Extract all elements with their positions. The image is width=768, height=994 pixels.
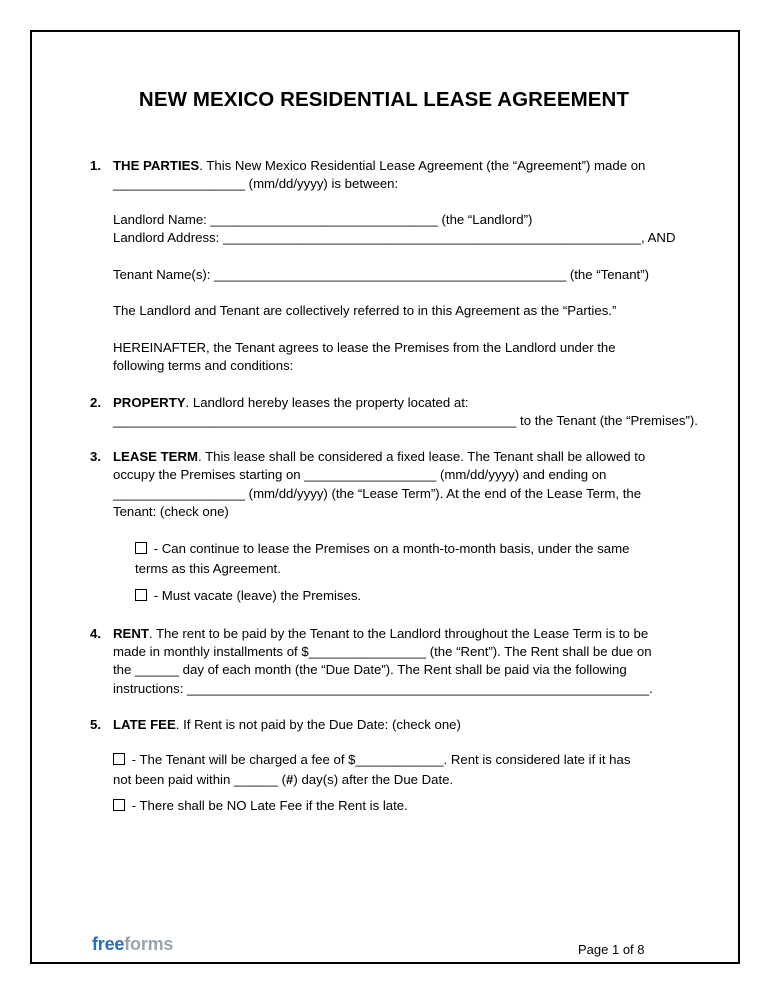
property-address-field[interactable]: _______________________________________________________ to the Tenant (the “Premises”). [113,413,698,428]
section-2-line-1: PROPERTY. Landlord hereby leases the property located at: [113,395,469,410]
section-2-number: 2. [90,395,101,410]
section-1-heading: THE PARTIES [113,158,200,173]
lease-option-month-to-month[interactable]: - Can continue to lease the Premises on a month-to-month basis, under the same [135,540,629,558]
checkbox-no-late-fee[interactable] [113,799,125,811]
checkbox-late-fee-charge[interactable] [113,753,125,765]
rent-amount-field[interactable]: made in monthly installments of $________________ (the “Rent”). The Rent shall be due on [113,644,652,659]
section-3-number: 3. [90,449,101,464]
section-5-number: 5. [90,717,101,732]
section-5-line-1: LATE FEE. If Rent is not paid by the Due Date: (check one) [113,717,461,732]
tenant-names-field[interactable]: Tenant Name(s): ________________________________________________ (the “Tenant”) [113,267,650,282]
checkbox-vacate[interactable] [135,589,147,601]
freeforms-logo: freeforms [92,934,174,954]
section-3-line-4: Tenant: (check one) [113,504,229,519]
lease-start-field[interactable]: occupy the Premises starting on __________________ (mm/dd/yyyy) and ending on [113,467,607,482]
parties-definition: The Landlord and Tenant are collectively referred to in this Agreement as the “Parties.” [113,303,617,318]
section-1-number: 1. [90,158,101,173]
section-4-number: 4. [90,626,101,641]
rent-due-day-field[interactable]: the ______ day of each month (the “Due Date”). The Rent shall be paid via the following [113,662,627,677]
page-number: Page 1 of 8 [578,942,645,957]
section-4-heading: RENT [113,626,149,641]
late-fee-option-charge-cont[interactable]: not been paid within ______ (#) day(s) after the Due Date. [113,772,454,787]
section-3-heading: LEASE TERM [113,449,198,464]
hereinafter-line-2: following terms and conditions: [113,358,294,373]
document-title: NEW MEXICO RESIDENTIAL LEASE AGREEMENT [138,88,630,111]
section-4-line-1: RENT. The rent to be paid by the Tenant to the Landlord throughout the Lease Term is to be [113,626,649,641]
lease-option-vacate[interactable]: - Must vacate (leave) the Premises. [135,587,361,605]
landlord-name-field[interactable]: Landlord Name: _______________________________ (the “Landlord”) [113,212,533,227]
rent-instructions-field[interactable]: instructions: _______________________________________________________________. [113,681,653,696]
section-5-heading: LATE FEE [113,717,176,732]
late-fee-option-none[interactable]: - There shall be NO Late Fee if the Rent is late. [113,797,408,815]
section-3-line-1: LEASE TERM. This lease shall be considered a fixed lease. The Tenant shall be allowed to [113,449,646,464]
late-fee-option-charge[interactable]: - The Tenant will be charged a fee of $____________. Rent is considered late if it has [113,751,630,769]
checkbox-month-to-month[interactable] [135,542,147,554]
landlord-address-field[interactable]: Landlord Address: _________________________________________________________, AND [113,230,676,245]
hereinafter-line-1: HEREINAFTER, the Tenant agrees to lease the Premises from the Landlord under the [113,340,616,355]
section-1-line-1: THE PARTIES. This New Mexico Residential Lease Agreement (the “Agreement”) made on [113,158,646,173]
section-2-heading: PROPERTY [113,395,186,410]
lease-option-month-to-month-cont: terms as this Agreement. [135,561,281,576]
lease-end-field[interactable]: __________________ (mm/dd/yyyy) (the “Lease Term”). At the end of the Lease Term, the [113,486,642,501]
section-1-line-2[interactable]: __________________ (mm/dd/yyyy) is between: [113,176,399,191]
